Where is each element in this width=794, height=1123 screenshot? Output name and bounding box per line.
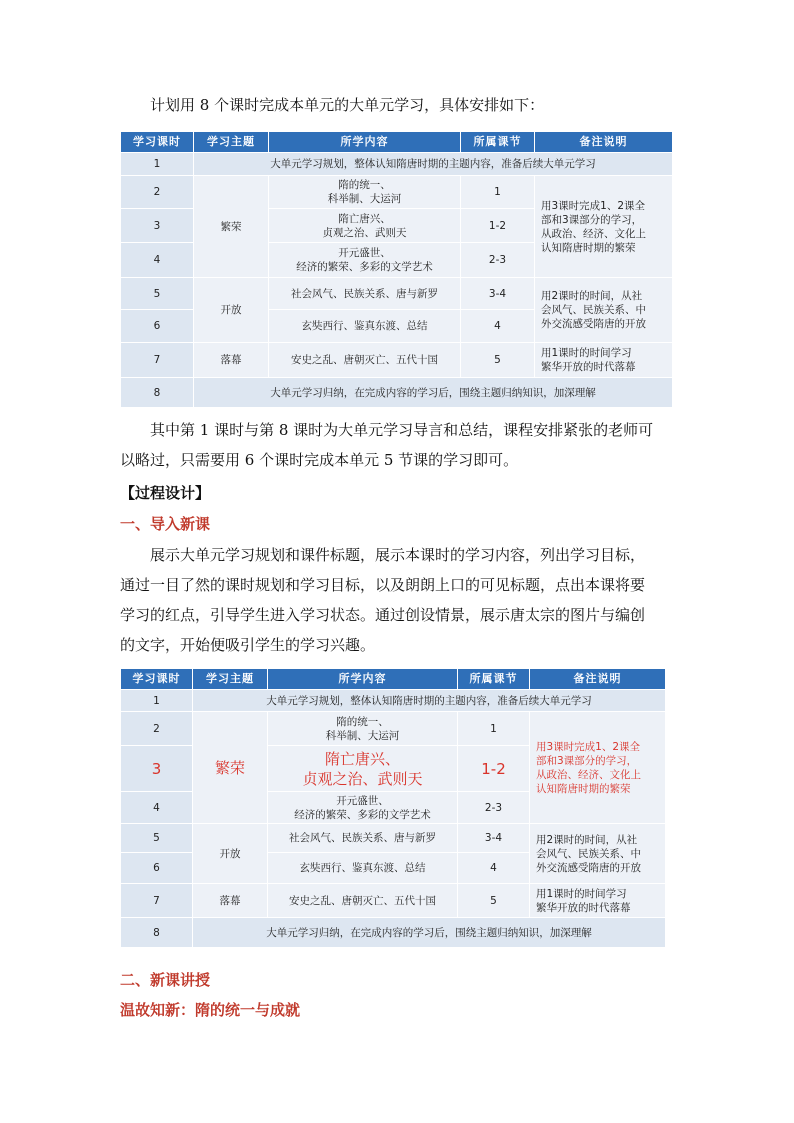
header-cell: 所属课节: [461, 132, 535, 153]
lesson-number: 6: [121, 853, 193, 884]
section-cell: 4: [458, 853, 530, 884]
theme-cell: 开放: [193, 824, 268, 884]
lesson-number: 2: [121, 176, 194, 209]
section-cell: 5: [458, 884, 530, 918]
header-cell: 学习课时: [121, 132, 194, 153]
schedule-table-highlighted: [120, 668, 666, 948]
table-row: [121, 278, 673, 310]
content-cell: 开元盛世、 经济的繁荣、多彩的文学艺术: [269, 243, 461, 278]
lesson-number: 2: [121, 712, 193, 746]
schedule-table: [120, 131, 673, 408]
lesson-number: 3: [121, 209, 194, 243]
process-heading: 【过程设计】: [120, 484, 211, 502]
section-cell: 1: [461, 176, 535, 209]
header-cell: 所属课节: [458, 669, 530, 690]
header-cell: 学习主题: [194, 132, 269, 153]
lesson-number: 5: [121, 824, 193, 853]
lesson-number-highlighted: 3: [121, 746, 193, 792]
content-cell: 社会风气、民族关系、唐与新罗: [269, 278, 461, 310]
section-cell: 2-3: [458, 792, 530, 824]
lesson-number: 1: [121, 690, 193, 712]
theme-cell: 落幕: [193, 884, 268, 918]
section-cell: 2-3: [461, 243, 535, 278]
content-cell: 隋亡唐兴、 贞观之治、武则天: [269, 209, 461, 243]
intro-body-paragraph: 展示大单元学习规划和课件标题，展示本课时的学习内容，列出学习目标， 通过一目了然的课时规划和学习目标，以及朗朗上口的可见标题，点出本课将要 学习的红点，引导学生进入学习状态。通过创设情景，展示唐太宗的图片与编创 的文字，开始便吸引学生的学习兴趣。: [120, 546, 646, 654]
table-row: [121, 378, 673, 408]
theme-cell: 繁荣: [194, 176, 269, 278]
row-description: 大单元学习归纳，在完成内容的学习后，围绕主题归纳知识，加深理解: [194, 378, 673, 408]
section-cell: 5: [461, 343, 535, 378]
lesson-number: 7: [121, 343, 194, 378]
content-cell: 开元盛世、 经济的繁荣、多彩的文学艺术: [268, 792, 458, 824]
table-row: [121, 918, 666, 948]
lesson-number: 4: [121, 792, 193, 824]
lesson-number: 6: [121, 310, 194, 343]
section-cell: 3-4: [458, 824, 530, 853]
table-header-row: [121, 669, 666, 690]
lesson-number: 8: [121, 378, 194, 408]
section-cell: 3-4: [461, 278, 535, 310]
theme-cell-highlighted: 繁荣: [193, 712, 268, 824]
content-cell-highlighted: 隋亡唐兴、 贞观之治、武则天: [268, 746, 458, 792]
section-heading-intro: 一、导入新课: [120, 515, 211, 533]
header-cell: 备注说明: [535, 132, 673, 153]
note-cell: 用1课时的时间学习 繁华开放的时代落幕: [535, 343, 673, 378]
theme-cell: 落幕: [194, 343, 269, 378]
table-row: [121, 176, 673, 209]
row-description: 大单元学习规划，整体认知隋唐时期的主题内容，准备后续大单元学习: [194, 153, 673, 176]
subheading-review: 温故知新：隋的统一与成就: [120, 1001, 301, 1019]
section-cell: 1-2: [461, 209, 535, 243]
table-row: [121, 343, 673, 378]
section-heading-new-lesson: 二、新课讲授: [120, 971, 211, 989]
header-cell: 学习主题: [193, 669, 268, 690]
content-cell: 隋的统一、 科举制、大运河: [269, 176, 461, 209]
note-paragraph: 其中第 1 课时与第 8 课时为大单元学习导言和总结，课程安排紧张的老师可 以略过，只需要用 6 个课时完成本单元 5 节课的学习即可。: [120, 421, 654, 469]
header-cell: 学习课时: [121, 669, 193, 690]
note-cell-highlighted: 用3课时完成1、2课全 部和3课部分的学习， 从政治、经济、文化上 认知隋唐时期的繁荣: [530, 712, 666, 824]
intro-paragraph: 计划用 8 个课时完成本单元的大单元学习，具体安排如下：: [150, 96, 545, 114]
table-row: [121, 712, 666, 746]
theme-cell: 开放: [194, 278, 269, 343]
header-cell: 所学内容: [269, 132, 461, 153]
row-description: 大单元学习归纳，在完成内容的学习后，围绕主题归纳知识，加深理解: [193, 918, 666, 948]
note-cell: 用2课时的时间，从社 会风气、民族关系、中 外交流感受隋唐的开放: [535, 278, 673, 343]
lesson-number: 7: [121, 884, 193, 918]
section-cell-highlighted: 1-2: [458, 746, 530, 792]
content-cell: 玄奘西行、鉴真东渡、总结: [268, 853, 458, 884]
section-cell: 1: [458, 712, 530, 746]
table-row: [121, 824, 666, 853]
lesson-number: 1: [121, 153, 194, 176]
content-cell: 玄奘西行、鉴真东渡、总结: [269, 310, 461, 343]
lesson-number: 4: [121, 243, 194, 278]
note-cell: 用3课时完成1、2课全 部和3课部分的学习， 从政治、经济、文化上 认知隋唐时期的繁荣: [535, 176, 673, 278]
note-cell: 用2课时的时间，从社 会风气、民族关系、中 外交流感受隋唐的开放: [530, 824, 666, 884]
table-header-row: [121, 132, 673, 153]
table-row: [121, 153, 673, 176]
section-cell: 4: [461, 310, 535, 343]
content-cell: 安史之乱、唐朝灭亡、五代十国: [269, 343, 461, 378]
lesson-number: 8: [121, 918, 193, 948]
table-row: [121, 690, 666, 712]
note-cell: 用1课时的时间学习 繁华开放的时代落幕: [530, 884, 666, 918]
table-row: [121, 884, 666, 918]
header-cell: 备注说明: [530, 669, 666, 690]
lesson-number: 5: [121, 278, 194, 310]
content-cell: 社会风气、民族关系、唐与新罗: [268, 824, 458, 853]
content-cell: 隋的统一、 科举制、大运河: [268, 712, 458, 746]
row-description: 大单元学习规划，整体认知隋唐时期的主题内容，准备后续大单元学习: [193, 690, 666, 712]
header-cell: 所学内容: [268, 669, 458, 690]
content-cell: 安史之乱、唐朝灭亡、五代十国: [268, 884, 458, 918]
